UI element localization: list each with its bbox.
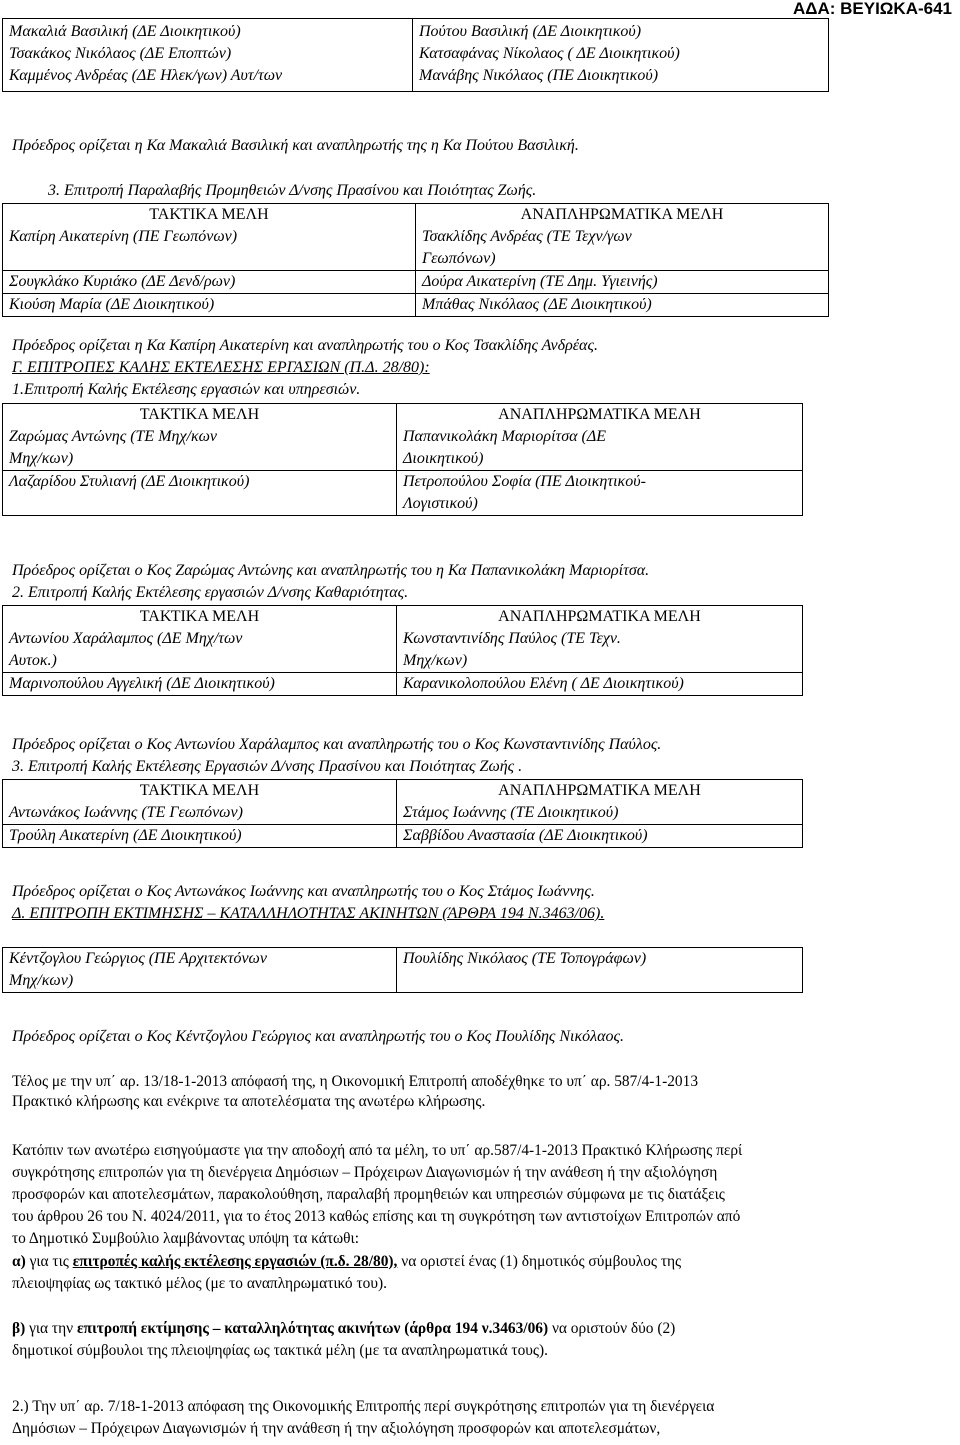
section-d-heading: Δ. ΕΠΙΤΡΟΠΗ ΕΚΤΙΜΗΣΗΣ – ΚΑΤΑΛΛΗΛΟΤΗΤΑΣ ΑΚΙΝΗΤΩΝ (ΆΡΘΡΑ 194 Ν.3463/06). xyxy=(12,905,605,922)
member-name: Κέντζογλου Γεώργιος (ΠΕ Αρχιτεκτόνων xyxy=(9,950,267,967)
text-line: 2.) Την υπ΄ αρ. 7/18-1-2013 απόφαση της Οικονομικής Επιτροπής περί συγκρότησης επιτροπών για τη διενέργεια xyxy=(12,1398,715,1415)
member-name: Πούτου Βασιλική (ΔΕ Διοικητικού) xyxy=(419,23,642,40)
alternate-member: Στάμος Ιωάννης (ΤΕ Διοικητικού) xyxy=(397,802,803,825)
member-name: Ζαρώμας Αντώνης (ΤΕ Μηχ/κων xyxy=(9,428,218,445)
member-name-cont: Διοικητικού) xyxy=(403,450,484,467)
header-alternate-members: ΑΝΑΠΛΗΡΩΜΑΤΙΚΑ ΜΕΛΗ xyxy=(397,780,803,803)
alternate-member: Σαββίδου Αναστασία (ΔΕ Διοικητικού) xyxy=(397,825,803,848)
alternate-member xyxy=(416,226,829,271)
text-line: του άρθρου 26 του Ν. 4024/2011, για το έτος 2013 καθώς επίσης και τη συγκρότηση των αντιστοίχων Επιτροπών από xyxy=(12,1208,741,1225)
g1-title: 1.Επιτροπή Καλής Εκτέλεσης εργασιών και υπηρεσιών. xyxy=(12,381,361,398)
paragraph-acceptance xyxy=(12,1072,698,1112)
header-alternate-members: ΑΝΑΠΛΗΡΩΜΑΤΙΚΑ ΜΕΛΗ xyxy=(397,404,803,427)
member-name: Καμμένος Ανδρέας (ΔΕ Ηλεκ/γων) Αυτ/των xyxy=(9,67,283,84)
member-name: Τσακλίδης Ανδρέας (ΤΕ Τεχν/γων xyxy=(422,228,632,245)
committee-table-g2 xyxy=(2,605,803,696)
chair-statement-5: Πρόεδρος ορίζεται ο Κος Αντωνάκος Ιωάννης και αναπληρωτής του ο Κος Στάμος Ιωάννης. xyxy=(12,883,595,900)
member-name: Κωνσταντινίδης Παύλος (ΤΕ Τεχν. xyxy=(403,630,621,647)
alternate-member: Καρανικολοπούλου Ελένη ( ΔΕ Διοικητικού) xyxy=(397,673,803,696)
regular-member: Τρούλη Αικατερίνη (ΔΕ Διοικητικού) xyxy=(3,825,397,848)
point-a: α) για τις επιτροπές καλής εκτέλεσης εργασιών (π.δ. 28/80), να οριστεί ένας (1) δημοτικός σύμβουλος της πλειοψηφίας ως τακτικό μέλος (με το αναπληρωματικό του). xyxy=(12,1251,681,1295)
member-name: Κατσαφάνας Νίκολαος ( ΔΕ Διοικητικού) xyxy=(419,45,680,62)
regular-member: Αντωνάκος Ιωάννης (ΤΕ Γεωπόνων) xyxy=(3,802,397,825)
regular-member xyxy=(3,471,397,516)
committee-table-top xyxy=(2,18,829,92)
text-line: Κατόπιν των ανωτέρω εισηγούμαστε για την αποδοχή από τα μέλη, το υπ΄ αρ.587/4-1-2013 Πρακτικό Κλήρωσης περί xyxy=(12,1142,743,1159)
header-regular-members: ΤΑΚΤΙΚΑ ΜΕΛΗ xyxy=(3,606,397,629)
paragraph-decision-2 xyxy=(12,1396,714,1440)
text-line: το Δημοτικό Συμβούλιο λαμβάνοντας υπόψη τα κάτωθι: xyxy=(12,1230,359,1247)
text-line: Τέλος με την υπ΄ αρ. 13/18-1-2013 απόφασή της, η Οικονομική Επιτροπή αποδέχθηκε το υπ΄ αρ. 587/4-1-2013 xyxy=(12,1073,699,1090)
member-name-cont: Μηχ/κων) xyxy=(9,450,74,467)
committee-table-3 xyxy=(2,203,829,317)
regular-member: Μαρινοπούλου Αγγελική (ΔΕ Διοικητικού) xyxy=(3,673,397,696)
text-line: Δημόσιων – Πρόχειρων Διαγωνισμών ή την ανάθεση ή την αξιολόγηση προσφορών και αποτελεσμάτων, xyxy=(12,1420,661,1437)
chair-statement-4: Πρόεδρος ορίζεται ο Κος Αντωνίου Χαράλαμπος και αναπληρωτής του ο Κος Κωνσταντινίδης Παύλος. xyxy=(12,736,662,753)
top-table-alternate-cell xyxy=(413,19,829,92)
chair-statement-1: Πρόεδρος ορίζεται η Κα Μακαλιά Βασιλική και αναπληρωτής της η Κα Πούτου Βασιλική. xyxy=(12,137,579,154)
alternate-member: Μπάθας Νικόλαος (ΔΕ Διοικητικού) xyxy=(416,294,829,317)
section-3-title: 3. Επιτροπή Παραλαβής Προμηθειών Δ/νσης Πρασίνου και Ποιότητας Ζωής. xyxy=(48,182,537,199)
paragraph-proposal xyxy=(12,1140,742,1250)
alternate-member: Δούρα Αικατερίνη (ΤΕ Δημ. Υγιεινής) xyxy=(416,271,829,294)
top-table-regular-cell xyxy=(3,19,413,92)
document-id: ΑΔΑ: ΒΕΥΙΩΚΑ-641 xyxy=(792,0,952,18)
regular-member xyxy=(3,948,397,993)
header-regular-members: ΤΑΚΤΙΚΑ ΜΕΛΗ xyxy=(3,404,397,427)
member-name: Μανάβης Νικόλαος (ΠΕ Διοικητικού) xyxy=(419,67,659,84)
member-name: Αντωνίου Χαράλαμπος (ΔΕ Μηχ/των xyxy=(9,630,243,647)
text-line: προσφορών και αποτελεσμάτων, παρακολούθηση, παραλαβή προμηθειών και υπηρεσιών σύμφωνα με τις διατάξεις xyxy=(12,1186,725,1203)
chair-statement-6: Πρόεδρος ορίζεται ο Κος Κέντζογλου Γεώργιος και αναπληρωτής του ο Κος Πουλίδης Νικόλαος. xyxy=(12,1028,624,1045)
regular-member: Καπίρη Αικατερίνη (ΠΕ Γεωπόνων) xyxy=(3,226,416,271)
chair-statement-3: Πρόεδρος ορίζεται ο Κος Ζαρώμας Αντώνης και αναπληρωτής του η Κα Παπανικολάκη Μαριορίτσα. xyxy=(12,562,650,579)
text-line: Πρακτικό κλήρωσης και ενέκρινε τα αποτελέσματα της ανωτέρω κλήρωσης. xyxy=(12,1093,486,1110)
text-line: πλειοψηφίας ως τακτικό μέλος (με το αναπληρωματικό του). xyxy=(12,1275,387,1292)
committee-table-d xyxy=(2,947,803,993)
g2-title: 2. Επιτροπή Καλής Εκτέλεσης εργασιών Δ/νσης Καθαριότητας. xyxy=(12,584,409,601)
chair-statement-2: Πρόεδρος ορίζεται η Κα Καπίρη Αικατερίνη και αναπληρωτής του ο Κος Τσακλίδης Ανδρέας. xyxy=(12,337,598,354)
member-name-cont: Αυτοκ.) xyxy=(9,652,57,669)
regular-member xyxy=(3,628,397,673)
member-name: Παπανικολάκη Μαριορίτσα (ΔΕ xyxy=(403,428,607,445)
alternate-member xyxy=(397,628,803,673)
regular-member xyxy=(3,426,397,471)
member-name: Μακαλιά Βασιλική (ΔΕ Διοικητικού) xyxy=(9,23,241,40)
text-line: συγκρότησης επιτροπών για τη διενέργεια Δημόσιων – Πρόχειρων Διαγωνισμών ή την ανάθεση ή την αξιολόγηση xyxy=(12,1164,718,1181)
committee-table-g1 xyxy=(2,403,803,516)
section-g-heading: Γ. ΕΠΙΤΡΟΠΕΣ ΚΑΛΗΣ ΕΚΤΕΛΕΣΗΣ ΕΡΓΑΣΙΩΝ (Π.Δ. 28/80): xyxy=(12,359,430,376)
member-name-cont: Γεωπόνων) xyxy=(422,250,496,267)
alternate-member xyxy=(397,426,803,471)
committee-table-g3 xyxy=(2,779,803,848)
alternate-member: Πουλίδης Νικόλαος (ΤΕ Τοπογράφων) xyxy=(397,948,803,993)
g3-title: 3. Επιτροπή Καλής Εκτέλεσης Εργασιών Δ/νσης Πρασίνου και Ποιότητας Ζωής . xyxy=(12,758,523,775)
header-regular-members: ΤΑΚΤΙΚΑ ΜΕΛΗ xyxy=(3,780,397,803)
point-a-label: α) xyxy=(12,1253,26,1270)
member-name: Πετροπούλου Σοφία (ΠΕ Διοικητικού- xyxy=(403,473,646,490)
point-b: β) για την επιτροπή εκτίμησης – καταλληλότητας ακινήτων (άρθρα 194 ν.3463/06) να οριστούν δύο (2) δημοτικοί σύμβουλοι της πλειοψηφίας ως τακτικά μέλη (με τα αναπληρωματικά τους). xyxy=(12,1318,675,1362)
member-name-cont: Μηχ/κων) xyxy=(403,652,468,669)
header-alternate-members: ΑΝΑΠΛΗΡΩΜΑΤΙΚΑ ΜΕΛΗ xyxy=(416,204,829,227)
alternate-member xyxy=(397,471,803,516)
member-name-cont: Μηχ/κων) xyxy=(9,972,74,989)
point-a-emphasis: επιτροπές καλής εκτέλεσης εργασιών (π.δ. 28/80), xyxy=(72,1253,398,1270)
point-b-emphasis: επιτροπή εκτίμησης – καταλληλότητας ακινήτων (άρθρα 194 ν.3463/06) xyxy=(76,1320,549,1337)
member-name: Λαζαρίδου Στυλιανή (ΔΕ Διοικητικού) xyxy=(9,473,250,490)
member-name-cont: Λογιστικού) xyxy=(403,495,478,512)
regular-member: Κιούση Μαρία (ΔΕ Διοικητικού) xyxy=(3,294,416,317)
point-b-label: β) xyxy=(12,1320,26,1337)
regular-member: Σουγκλάκο Κυριάκο (ΔΕ Δενδ/ρων) xyxy=(3,271,416,294)
header-alternate-members: ΑΝΑΠΛΗΡΩΜΑΤΙΚΑ ΜΕΛΗ xyxy=(397,606,803,629)
header-regular-members: ΤΑΚΤΙΚΑ ΜΕΛΗ xyxy=(3,204,416,227)
text-line: δημοτικοί σύμβουλοι της πλειοψηφίας ως τακτικά μέλη (με τα αναπληρωματικά τους). xyxy=(12,1342,548,1359)
member-name: Τσακάκος Νικόλαος (ΔΕ Εποπτών) xyxy=(9,45,232,62)
